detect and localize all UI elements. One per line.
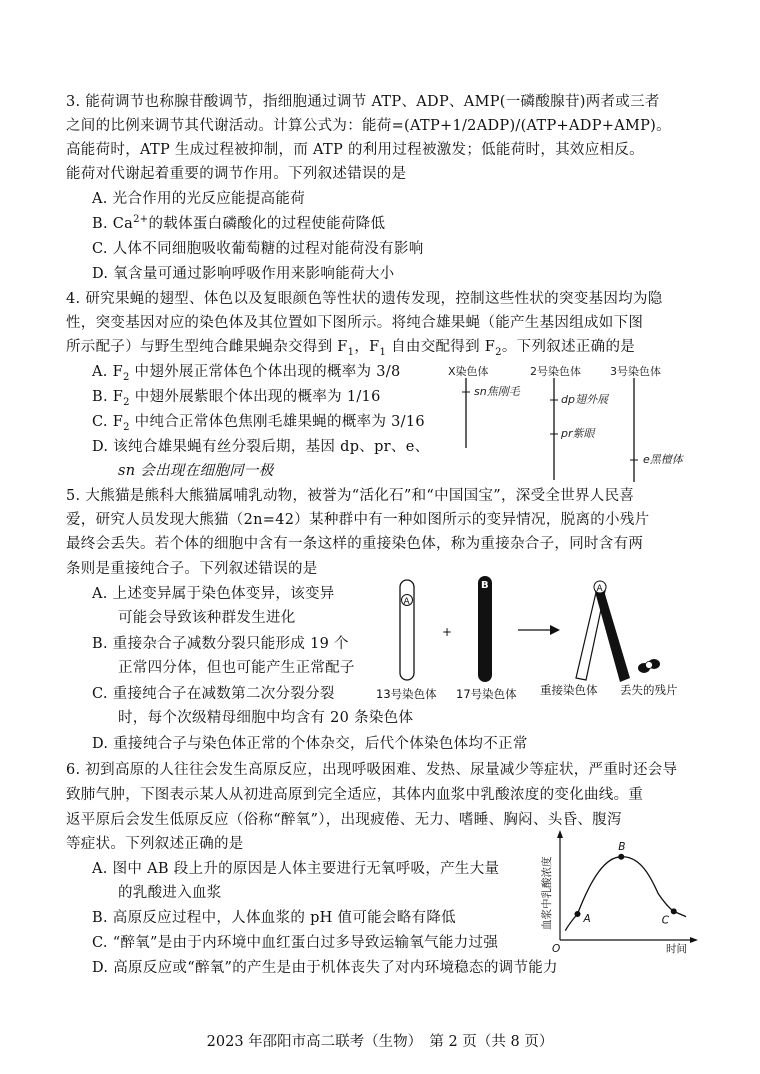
- q3-option-a: A. 光合作用的光反应能提高能荷: [92, 191, 305, 207]
- q5-option-b-line1: B. 重接杂合子减数分裂只能形成 19 个: [92, 636, 349, 652]
- gene-e-label: e黑檀体: [643, 453, 683, 466]
- q4-stem-line3: 所示配子）与野生型纯合雌果蝇杂交得到 $F_1$，$F_1$ 自由交配得到 $F_2$。下列叙述正确的是: [66, 339, 636, 358]
- label-17: 17号染色体: [456, 687, 517, 701]
- q5-option-c-line2: 时，每个次级精母细胞中均含有 20 条染色体: [118, 710, 414, 726]
- q6-lactate-chart: [530, 830, 700, 956]
- fused-chromosome: [576, 581, 630, 682]
- q4-chromosome-figure: [440, 362, 710, 487]
- chart-origin: O: [552, 943, 561, 955]
- label-13: 13号染色体: [376, 687, 437, 701]
- data-point-c: [671, 908, 677, 914]
- q5-fusion-figure: [372, 570, 702, 702]
- gene-pr-label: pr紫眼: [561, 427, 595, 440]
- data-point-label-a: A: [583, 913, 591, 925]
- q5-stem-line3: 最终会丢失。若个体的细胞中含有一条这样的重接染色体，称为重接杂合子，同时含有两: [66, 536, 644, 552]
- q4-option-a: A. $F_2$ 中翅外展正常体色个体出现的概率为 3/8: [92, 364, 401, 383]
- q5-option-a-line2: 可能会导致该种群发生进化: [118, 610, 296, 626]
- chr-3-label: 3号染色体: [610, 365, 661, 378]
- plus-sign: +: [442, 625, 453, 639]
- marker-a-13: A: [403, 597, 410, 607]
- chart-x-arrow: [690, 937, 698, 943]
- marker-b-17: B: [481, 580, 489, 591]
- label-fused: 重接染色体: [540, 683, 598, 697]
- q4-stem-line1: 4. 研究果蝇的翅型、体色以及复眼颜色等性状的遗传发现，控制这些性状的突变基因均为隐: [66, 291, 663, 307]
- q5-stem-line4: 条则是重接纯合子。下列叙述错误的是: [66, 561, 318, 577]
- q3-stem-line3: 高能荷时，ATP 生成过程被抑制，而 ATP 的利用过程被激发；低能荷时，其效应相反。: [66, 142, 644, 158]
- q6-option-a-line2: 的乳酸进入血浆: [118, 885, 222, 901]
- q3-stem-line4: 能荷对代谢起着重要的调节作用。下列叙述错误的是: [66, 166, 407, 182]
- gene-dp-label: dp翅外展: [561, 393, 608, 406]
- q6-option-d: D. 高原反应或“醉氧”的产生是由于机体丧失了对内环境稳态的调节能力: [92, 960, 558, 976]
- q6-option-b: B. 高原反应过程中，人体血浆的 pH 值可能会略有降低: [92, 910, 456, 926]
- q3-option-b: B. $Ca^{2+}$的载体蛋白磷酸化的过程使能荷降低: [92, 214, 386, 232]
- chromosome-17: [478, 576, 492, 682]
- label-lost: 丢失的残片: [620, 683, 678, 697]
- arrow-head: [550, 625, 560, 635]
- q3-option-d: D. 氧含量可通过影响呼吸作用来影响能荷大小: [92, 266, 395, 282]
- q6-option-a-line1: A. 图中 AB 段上升的原因是人体主要进行无氧呼吸，产生大量: [92, 861, 500, 877]
- q5-option-b-line2: 正常四分体，但也可能产生正常配子: [118, 660, 355, 676]
- q6-stem-line4: 等症状。下列叙述正确的是: [66, 836, 244, 852]
- q6-stem-line2: 致肺气肿，下图表示某人从初进高原到完全适应，其体内血浆中乳酸浓度的变化曲线。重: [66, 787, 644, 803]
- q5-option-d: D. 重接纯合子与染色体正常的个体杂交，后代个体染色体均不正常: [92, 736, 528, 752]
- data-point-b: [618, 854, 624, 860]
- chr-x-label: X染色体: [448, 365, 489, 378]
- q4-option-c: C. $F_2$ 中纯合正常体色焦刚毛雄果蝇的概率为 3/16: [92, 414, 425, 433]
- chart-ylabel: 血浆中乳酸浓度: [541, 856, 553, 930]
- data-point-a: [575, 911, 581, 917]
- q5-stem-line1: 5. 大熊猫是熊科大熊猫属哺乳动物，被誉为“活化石”和“中国国宝”，深受全世界人民喜: [66, 488, 635, 504]
- page-footer: 2023 年邵阳市高二联考（生物） 第 2 页（共 8 页）: [206, 1034, 554, 1050]
- q6-stem-line3: 返平原后会发生低原反应（俗称“醉氧”），出现疲倦、无力、嗜睡、胸闷、头昏、腹泻: [66, 812, 622, 828]
- gene-sn-label: sn焦刚毛: [474, 385, 520, 398]
- q4-option-d-line1: D. 该纯合雄果蝇有丝分裂后期，基因 dp、pr、e、: [92, 439, 430, 455]
- q3-stem-line1: 3. 能荷调节也称腺苷酸调节，指细胞通过调节 ATP、ADP、AMP(一磷酸腺苷)两者或三者: [66, 94, 660, 110]
- q5-option-c-line1: C. 重接纯合子在减数第二次分裂分裂: [92, 686, 335, 702]
- q5-option-a-line1: A. 上述变异属于染色体变异，该变异: [92, 586, 335, 602]
- q4-stem-line2: 性，突变基因对应的染色体及其位置如下图所示。将纯合雄果蝇（能产生基因组成如下图: [66, 315, 644, 331]
- q6-option-c: C. “醉氧”是由于内环境中血红蛋白过多导致运输氧气能力过强: [92, 935, 499, 951]
- data-point-label-c: C: [661, 914, 670, 927]
- q5-stem-line2: 爱，研究人员发现大熊猫（2n=42）某种群中有一种如图所示的变异情况，脱离的小残片: [66, 512, 650, 528]
- lost-fragment: [638, 659, 660, 673]
- q4-option-b: B. $F_2$ 中翅外展紫眼个体出现的概率为 1/16: [92, 389, 381, 408]
- q3-stem-line2: 之间的比例来调节其代谢活动。计算公式为：能荷=(ATP+1/2ADP)/(ATP+ADP+AMP)。: [66, 118, 671, 134]
- q6-stem-line1: 6. 初到高原的人往往会发生高原反应，出现呼吸困难、发热、尿量减少等症状，严重时还会导: [66, 762, 678, 778]
- chart-y-arrow: [557, 830, 563, 838]
- q4-option-d-line2: sn 会出现在细胞同一极: [118, 463, 274, 479]
- marker-a-fused: A: [596, 584, 603, 594]
- q3-option-c: C. 人体不同细胞吸收葡萄糖的过程对能荷没有影响: [92, 241, 424, 257]
- chr-2-label: 2号染色体: [530, 365, 581, 378]
- chart-xlabel: 时间: [666, 943, 687, 955]
- data-point-label-b: B: [618, 840, 626, 853]
